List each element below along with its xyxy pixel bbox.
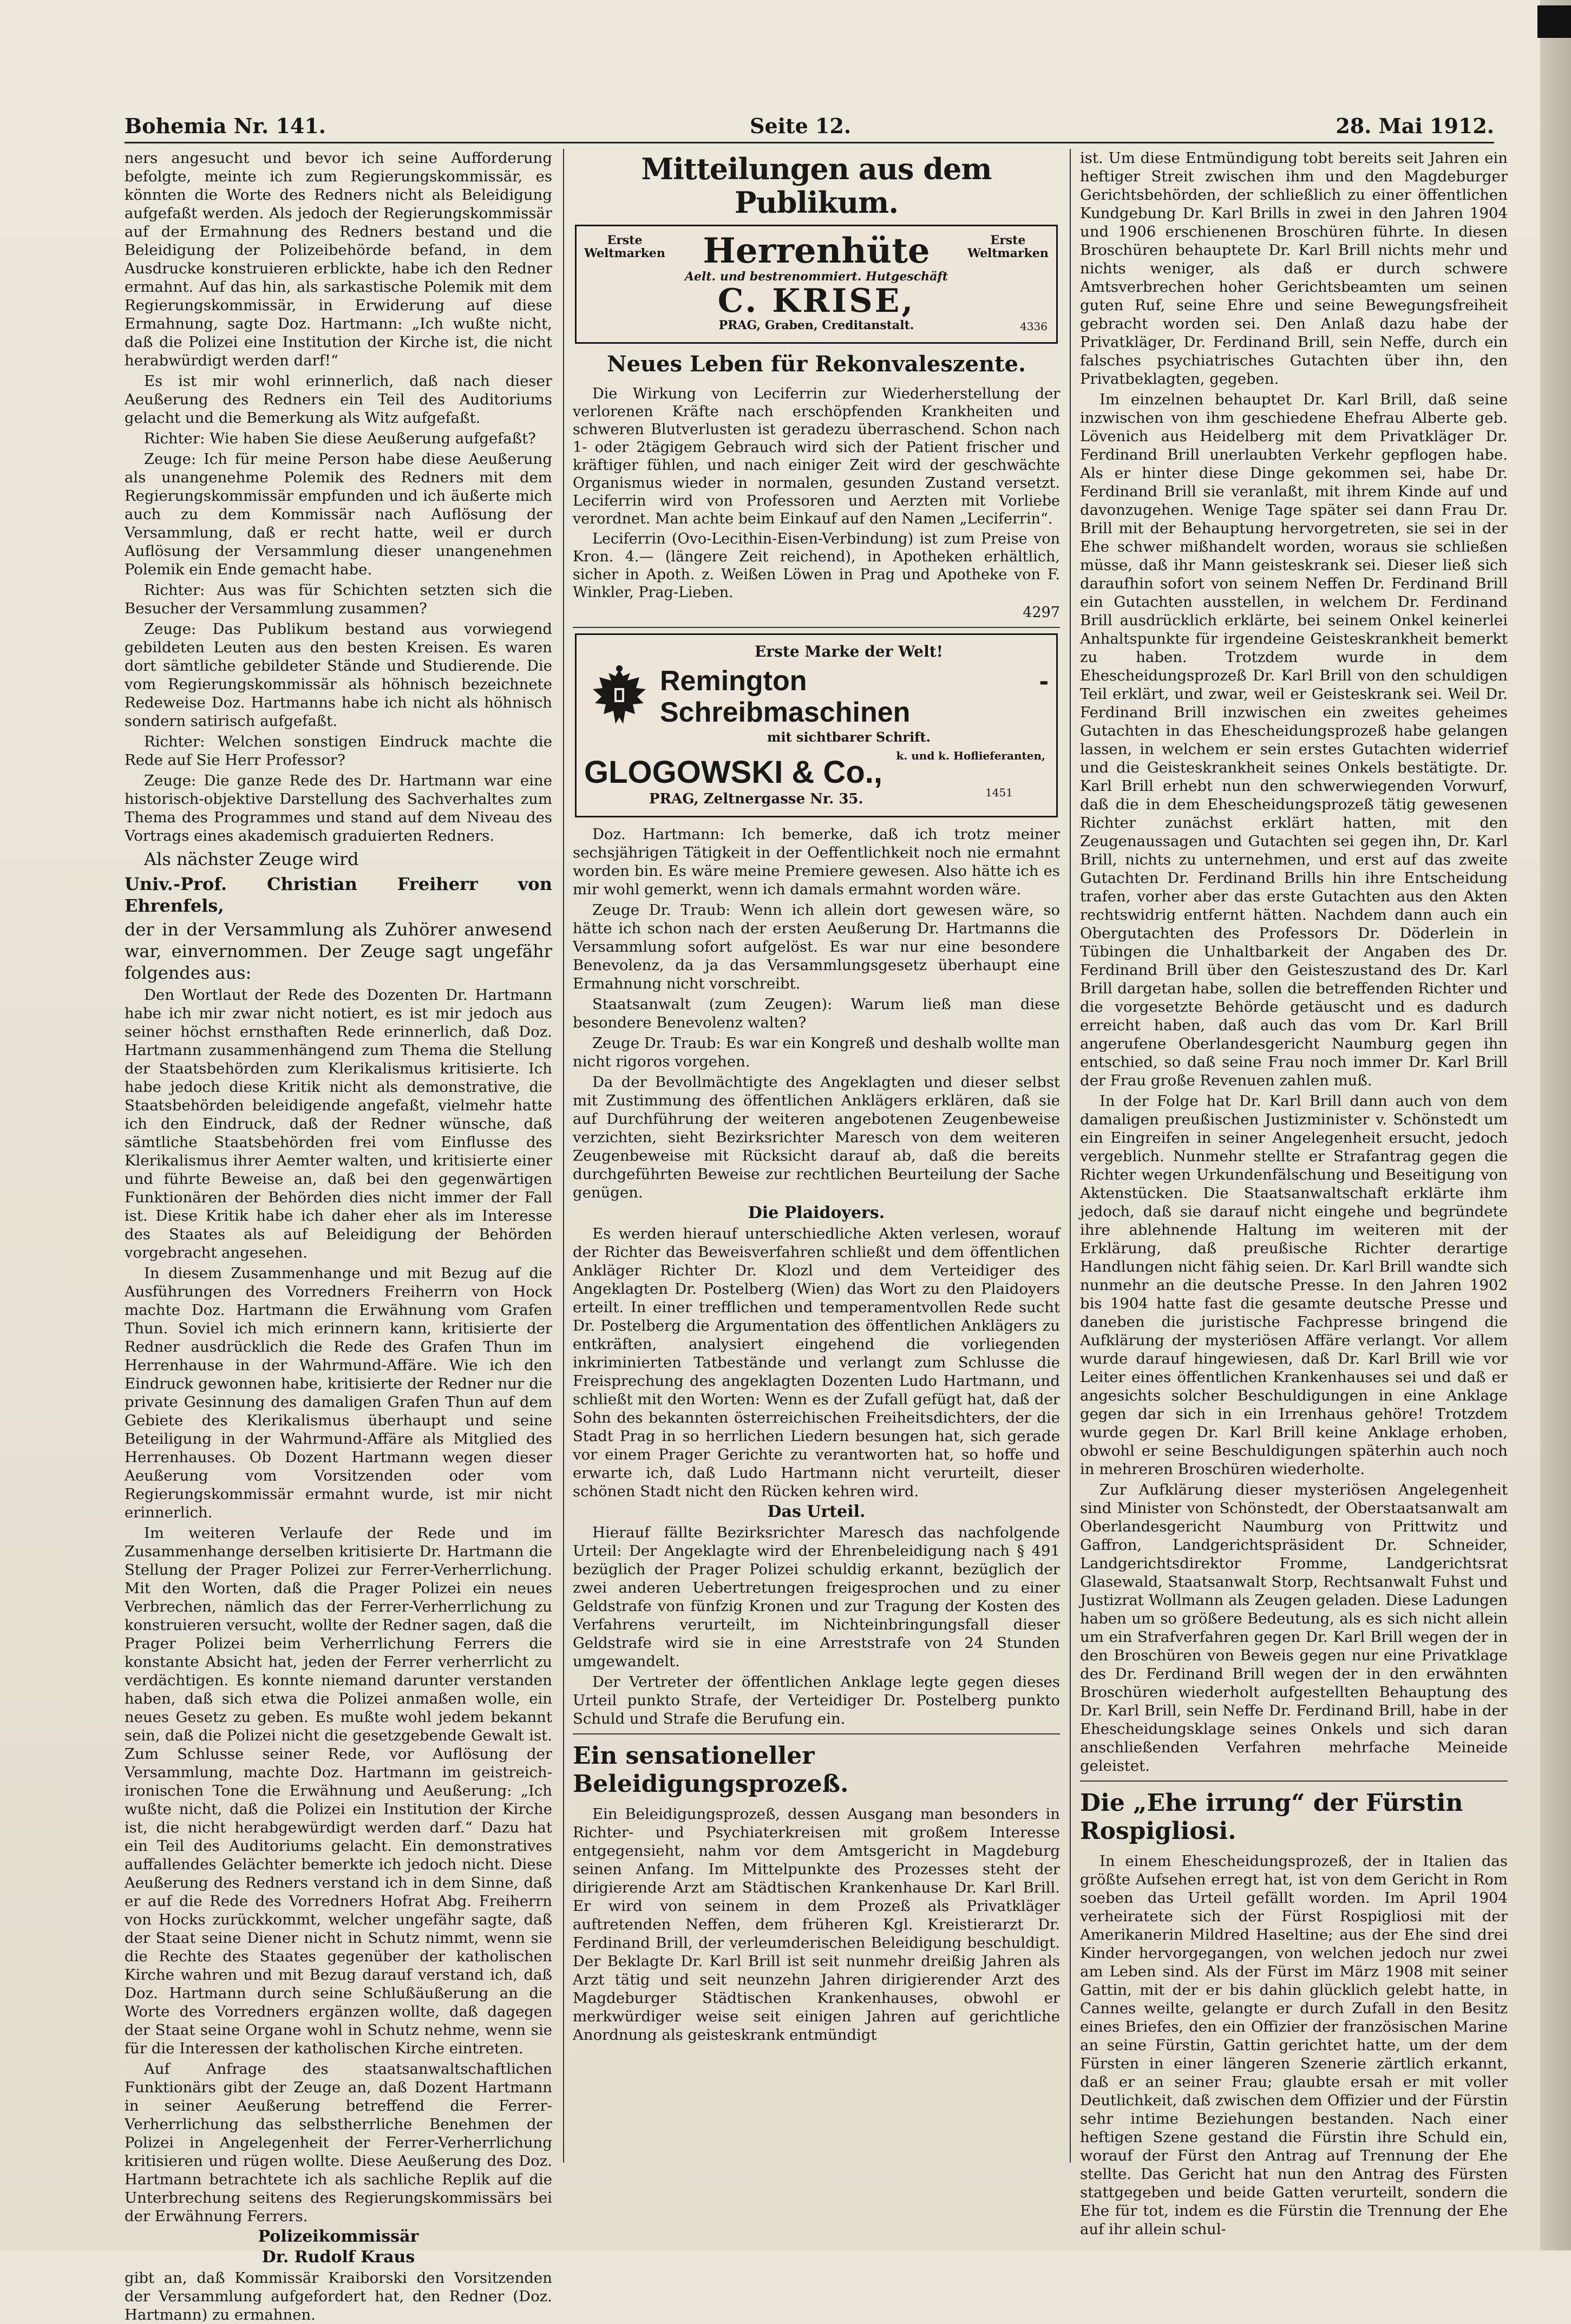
article-title-rospigliosi: Die „Ehe irrung“ der Fürstin Rospigliosi. bbox=[1080, 1789, 1463, 1845]
ad-address: PRAG, Graben, Creditanstalt. bbox=[718, 318, 914, 332]
column-1 bbox=[125, 149, 552, 2323]
ad-corner-right: Erste Weltmarken bbox=[967, 233, 1049, 260]
paragraph: Zeuge Dr. Traub: Wenn ich allein dort gewesen wäre, so hätte ich schon nach der ersten Aeußerung Dr. Hartmanns die Versammlung sofort aufgelöst. Es war nur eine besondere Benevolenz, da ja das Versammlungsgesetz überhaupt eine Ermahnung nicht vorschreibt. bbox=[573, 901, 1060, 992]
paragraph: Ein Beleidigungsprozeß, dessen Ausgang man besonders in Richter- und Psychiaterkreisen mit großem Interesse entgegensieht, nahm vor dem Amtsgericht in Magdeburg seinen Anfang. Im Mittelpunkte des Prozesses steht der dirigierende Arzt am Städtischen Krankenhause Dr. Karl Brill. Er wird von seinem in dem Prozeß als Privatkläger auftretenden Neffen, dem früheren Kgl. Kreistierarzt Dr. Ferdinand Brill, der verleumderischen Beleidigung beschuldigt. Der Beklagte Dr. Karl Brill ist seit nunmehr dreißig Jahren als Arzt tätig und seit neunzehn Jahren dirigierender Arzt des Magdeburger Städtischen Krankenhauses, obwohl er merkwürdiger weise seit einigen Jahren auf gerichtliche Anordnung als geisteskrank entmündigt bbox=[573, 1805, 1060, 2044]
ad-address: PRAG, Zeltnergasse Nr. 35. bbox=[649, 791, 863, 807]
paragraph: Den Wortlaut der Rede des Dozenten Dr. Hartmann habe ich mir zwar nicht notiert, es ist mir jedoch aus seiner höchst ernsthaften Rede erinnerlich, daß Doz. Hartmann zusammenhängend zum Thema die Stellung der Staatsbehörden zum Klerikalismus kritisierte. Ich habe jedoch diese Kritik nicht als demonstrative, die Staatsbehörden beleidigende angefaßt, vielmehr hatte ich den Eindruck, daß der Redner wünsche, daß sämtliche Staatsbehörden frei vom Einflusse des Klerikalismus ihrer Aemter walten, und kritisierte einer und führte Beweise an, daß bei den gegenwärtigen Funktionären der Behörden dies nicht immer der Fall ist. Diese Kritik habe ich daher eher als im Interesse des Staates als auf Beleidigung der Behörden vorgebracht angesehen. bbox=[125, 986, 552, 1261]
paragraph: In diesem Zusammenhange und mit Bezug auf die Ausführungen des Vorredners Freiherrn von Hock machte Doz. Hartmann die Erwähnung vom Grafen Thun. Soviel ich mich erinnern kann, kritisierte der Redner ausdrücklich die Rede des Grafen Thun im Herrenhause in der Wahrmund-Affäre. Wie ich den Eindruck gewonnen habe, kritisierte der Redner nur die private Gesinnung des damaligen Grafen Thun auf dem Gebiete des Klerikalismus überhaupt und seine Beteiligung in der Wahrmund-Affäre als Mitglied des Herrenhauses. Ob Dozent Hartmann wegen dieser Aeußerung vom Vorsitzenden oder vom Regierungskommissär ermahnt wurde, ist mir nicht erinnerlich. bbox=[125, 1265, 552, 1521]
paragraph: Richter: Welchen sonstigen Eindruck machte die Rede auf Sie Herr Professor? bbox=[125, 733, 552, 769]
paragraph: Der Vertreter der öffentlichen Anklage legte gegen dieses Urteil punkto Strafe, der Verteidiger Dr. Postelberg punkto Schuld und Strafe die Berufung ein. bbox=[573, 1673, 1060, 1727]
paragraph: ist. Um diese Entmündigung tobt bereits seit Jahren ein heftiger Streit zwischen ihm und den Magdeburger Gerichtsbehörden, der schließlich zu einer öffentlichen Kundgebung Dr. Karl Brills in zwei in den Jahren 1904 und 1906 erschienenen Broschüren führte. In diesen Broschüren behauptete Dr. Karl Brill nichts mehr und nichts weniger, als daß er durch schwere Amtsverbrechen hoher Gerichtsbeamten um seinen guten Ruf, seine Ehre und seine Bewegungsfreiheit gebracht worden sei. Den Anlaß dazu habe der Privatkläger, Dr. Ferdinand Brill, sein Neffe, durch ein falsches psychiatrisches Gutachten über ihn, den Privatbeklagten, gegeben. bbox=[1080, 149, 1508, 388]
ad-remington bbox=[575, 633, 1058, 817]
ad-heading-leciferrin: Neues Leben für Rekonvaleszente. bbox=[607, 351, 1026, 377]
page-header bbox=[125, 107, 1494, 140]
ad-brand: Remington - Schreibmaschinen bbox=[660, 665, 1049, 728]
section-heading-mitteilungen: Mitteilungen aus dem Publikum. bbox=[641, 152, 992, 220]
subhead-polizeikommissaer: Polizeikommissär bbox=[258, 2227, 419, 2246]
ad-brand: Herrenhüte bbox=[703, 231, 930, 271]
paragraph: Es ist mir wohl erinnerlich, daß nach dieser Aeußerung des Redners ein Teil des Auditoriums gelacht und die Bemerkung als Witz aufgefaßt. bbox=[125, 372, 552, 427]
corner-mark bbox=[1537, 5, 1571, 38]
header-page-number: Seite 12. bbox=[750, 114, 852, 138]
ad-herrenhuete bbox=[575, 225, 1058, 344]
witness-text: der in der Versammlung als Zuhörer anwesend war, einvernommen. Der Zeuge sagt ungefähr folgendes aus: bbox=[125, 919, 552, 983]
page-edge-shadow bbox=[1540, 0, 1571, 2250]
paragraph: Doz. Hartmann: Ich bemerke, daß ich trotz meiner sechsjährigen Tätigkeit in der Oeffentlichkeit noch nie ermahnt worden bin. Es wäre meine Premiere gewesen. Also hätte ich es mir wohl gemerkt, wenn ich damals ermahnt worden wäre. bbox=[573, 826, 1060, 898]
subhead-urteil: Das Urteil. bbox=[767, 1502, 866, 1521]
paragraph: Staatsanwalt (zum Zeugen): Warum ließ man diese besondere Benevolenz walten? bbox=[573, 996, 1060, 1031]
paragraph: Auf Anfrage des staatsanwaltschaftlichen Funktionärs gibt der Zeuge an, daß Dozent Hartmann in seiner Aeußerung betreffend die Ferrer-Verherrlichung das selbstherrliche Benehmen der Polizei in Angelegenheit der Ferrer-Verherrlichung kritisieren und rügen wollte. Diese Aeußerung des Doz. Hartmann betrachtete ich als sachliche Replik auf die Unterbrechung seitens des Regierungskommissärs bei der Erwähnung Ferrers. bbox=[125, 2060, 552, 2225]
paragraph: In einem Ehescheidungsprozeß, der in Italien das größte Aufsehen erregt hat, ist von dem Gericht in Rom soeben das Urteil gefällt worden. Im April 1904 verheiratete sich der Fürst Rospigliosi mit der Amerikanerin Mildred Haseltine; aus der Ehe sind drei Kinder hervorgegangen, von welchen jedoch nur zwei am Leben sind. Als der Fürst im März 1908 mit seiner Gattin, mit der er bis dahin glücklich gelebt hatte, in Cannes weilte, gelangte er durch Zufall in den Besitz eines Briefes, den ein Offizier der französischen Marine an seine Fürstin, Gattin gerichtet hatte, um der dem Fürsten in einer längeren Szenerie zärtlich erkannt, daß er an seiner Frau; glaubte ersah er mit voller Deutlichkeit, daß zwischen dem Offizier und der Fürstin sehr intime Beziehungen bestanden. Nach einer heftigen Szene gestand die Fürstin ihre Schuld ein, worauf der Fürst den Antrag auf Trennung der Ehe stellte. Das Gericht hat nun den Antrag des Fürsten stattgegeben und beide Gatten verurteilt, sondern die Ehe für tot, indem es die Fürstin die Trennung der Ehe auf ihr allein schul- bbox=[1080, 1852, 1508, 2238]
witness-name: Univ.-Prof. Christian Freiherr von Ehrenfels, bbox=[125, 874, 552, 916]
ad-top-line: Erste Marke der Welt! bbox=[755, 643, 943, 660]
paragraph: Richter: Wie haben Sie diese Aeußerung aufgefaßt? bbox=[144, 430, 536, 447]
header-rule bbox=[125, 142, 1494, 143]
paragraph: Zeuge: Die ganze Rede des Dr. Hartmann war eine historisch-objektive Darstellung des Sachverhaltes zum Thema des Programmes und stand auf dem Niveau des Vortrags eines akademisch graduierten Redners. bbox=[125, 772, 552, 845]
paragraph: Richter: Aus was für Schichten setzten sich die Besucher der Versammlung zusammen? bbox=[125, 581, 552, 617]
divider bbox=[573, 1733, 1060, 1734]
divider bbox=[1080, 1780, 1508, 1782]
paragraph: Zur Aufklärung dieser mysteriösen Angelegenheit sind Minister von Schönstedt, der Oberstaatsanwalt am Oberlandesgericht Naumburg von Prittwitz und Gaffron, Landgerichtspräsident Dr. Schneider, Landgerichtsdirektor Fromme, Landgerichtsrat Glasewald, Staatsanwalt Storp, Rechtsanwalt Fuhst und Justizrat Wollmann als Zeugen geladen. Diese Ladungen haben um so größere Bedeutung, als es sich nicht allein um ein Strafverfahren gegen Dr. Karl Brill wegen der in den Broschüren von Beweis gegen nur eine Privatklage des Dr. Ferdinand Brill wegen der in den erwähnten Broschüren wiederholt aufgestellten Behauptung des Dr. Karl Brill, sein Neffe Dr. Ferdinand Brill, habe in der Ehescheidungsklage seines Onkels und sich daran anschließenden Verfahren mehrfache Meineide geleistet. bbox=[1080, 1481, 1508, 1775]
column-3 bbox=[1080, 149, 1508, 2238]
paragraph: Leciferrin (Ovo-Lecithin-Eisen-Verbindung) ist zum Preise von Kron. 4.— (längere Zeit reichend), in Apotheken erhältlich, sicher in Apoth. z. Weißen Löwen in Prag und Apotheke von F. Winkler, Prag-Lieben. bbox=[573, 531, 1060, 601]
paragraph: In der Folge hat Dr. Karl Brill dann auch von dem damaligen preußischen Justizminister v. Schönstedt um ein Eingreifen in seiner Angelegenheit ersucht, jedoch vergeblich. Nunmehr stellte er Strafantrag gegen die Richter wegen Urkundenfälschung und Beseitigung von Aktenstücken. Die Staatsanwaltschaft erklärte ihm jedoch, daß sie darauf nicht eingehe und begründete ihre ablehnende Haltung im weiteren mit der Erklärung, daß preußische Richter derartige Handlungen nicht fähig seien. Dr. Karl Brill wandte sich nunmehr an die deutsche Presse. In den Jahren 1902 bis 1904 hatte fast die gesamte deutsche Presse und daneben die juristische Fachpresse bringend die Aufklärung der mysteriösen Affäre verlangt. Vor allem wurde darauf hingewiesen, daß Dr. Karl Brill wie vor Leiter eines öffentlichen Krankenhauses sei und daß er angesichts solcher Beschuldigungen in eine Anklage gegen dar sich in ein Irrenhaus gehöre! Trotzdem wurde gegen Dr. Karl Brill keine Anklage erhoben, obwohl er seine Beschuldigungen späterhin auch noch in mehreren Broschüren wiederholte. bbox=[1080, 1092, 1508, 1478]
paragraph: Zeuge Dr. Traub: Es war ein Kongreß und deshalb wollte man nicht rigoros vorgehen. bbox=[573, 1035, 1060, 1070]
ad-firm: GLOGOWSKI & Co., bbox=[584, 755, 882, 790]
column-divider-1 bbox=[563, 149, 564, 2163]
ad-corner-left: Erste Weltmarken bbox=[584, 233, 665, 260]
ad-subline: mit sichtbarer Schrift. bbox=[767, 729, 931, 745]
subhead-dr-kraus: Dr. Rudolf Kraus bbox=[261, 2248, 415, 2267]
paragraph: Es werden hierauf unterschiedliche Akten verlesen, worauf der Richter das Beweisverfahren schließt und dem öffentlichen Ankläger Richter Dr. Klozl und dem Verteidiger des Angeklagten Dr. Postelberg (Wien) das Wort zu den Plaidoyers erteilt. In einer trefflichen und temperamentvollen Rede sucht Dr. Postelberg die Argumentation des öffentlichen Anklägers zu entkräften, analysiert eingehend die vorliegenden inkriminierten Tatbestände und verlangt zum Schlusse die Freisprechung des angeklagten Dozenten Ludo Hartmann, und schließt mit den Worten: Wenn es der Zufall gefügt hat, daß der Sohn des bekannten österreichischen Freiheitsdichters, der die Stadt Prag in so herrlichen Liedern besungen hat, sich gerade vor einem Prager Gerichte zu verantworten hat, so hoffe und erwarte ich, daß Ludo Hartmann nicht verurteilt, dieser schönen Stadt nicht den Rücken kehren wird. bbox=[573, 1225, 1060, 1500]
ad-subline: Aelt. und bestrenommiert. Hutgeschäft bbox=[684, 270, 948, 284]
paragraph: Im weiteren Verlaufe der Rede und im Zusammenhange derselben kritisierte Dr. Hartmann die Stellung der Prager Polizei zur Ferrer-Verherrlichung. Mit den Worten, daß die Prager Polizei ein neues Verbrechen, nämlich das der Ferrer-Verherrlichung zu konstruieren versucht, wollte der Redner sagen, daß die Prager Polizei beim Verherrlichung Ferrers die konstante Absicht hat, jeden der Ferrer verherrlicht zu verdächtigen. Es konnte niemand darunter verstanden haben, daß sich etwa die Polizei anmaßen wolle, ein neues Gesetz zu geben. Es mußte wohl jedem bekannt sein, daß die Polizei nicht die gesetzgebende Gewalt ist. Zum Schlusse seiner Rede, vor Auflösung der Versammlung, machte Doz. Hartmann im geistreich-ironischen Tone die Erwähnung und Aeußerung: „Ich wußte nicht, daß die Polizei ein Institution der Kirche ist, die nicht herabgewürdigt werden darf.“ Dazu hat ein Teil des Auditoriums gelacht. Ein demonstratives auffallendes Gelächter bemerkte ich jedoch nicht. Diese Aeußerung des Redners verstand ich in dem Sinne, daß er auf die Rede des Vorredners Hofrat Abg. Freiherrn von Hocks zurückkommt, welcher ungefähr sagte, daß der Staat seine Diener nicht in Schutz nimmt, wenn sie die Rechte des Staates gegenüber der katholischen Kirche wahren und mit Bezug darauf verstand ich, daß Doz. Hartmann durch seine Schlußäußerung an die Worte des Vorredners ergänzen wollte, daß dagegen der Staat seine Organe wohl in Schutz nehme, wenn sie für die Interessen der katholischen Kirche eintreten. bbox=[125, 1524, 552, 2057]
header-issue: Bohemia Nr. 141. bbox=[125, 114, 326, 138]
paragraph: Zeuge: Das Publikum bestand aus vorwiegend gebildeten Leuten aus den besten Kreisen. Es waren dort sämtliche gebildeter Stände und Studierende. Die vom Regierungskommissär als höhnisch bezeichnete Redeweise Doz. Hartmanns habe ich nicht als höhnisch sondern satirisch aufgefaßt. bbox=[125, 620, 552, 730]
paragraph: gibt an, daß Kommissär Kraiborski den Vorsitzenden der Versammlung aufgefordert hat, den Redner (Doz. Hartmann) zu ermahnen. bbox=[125, 2269, 552, 2323]
ad-hof: k. und k. Hoflieferanten, bbox=[896, 749, 1045, 762]
paragraph: Die Wirkung von Leciferrin zur Wiederherstellung der verlorenen Kräfte nach erschöpfenden Krankheiten und schweren Blutverlusten ist geradezu überraschend. Schon nach 1- oder 2tägigem Gebrauch wird sich der Patient frischer und kräftiger fühlen, und nach einiger Zeit wird der geschwächte Organismus wieder in normalen, gesunden Zustand versetzt. Leciferrin wird von Professoren und Aerzten mit Vorliebe verordnet. Man achte beim Einkauf auf den Namen „Leciferrin“. bbox=[573, 385, 1060, 527]
ad-firm: C. KRISE, bbox=[717, 282, 915, 320]
double-eagle-icon bbox=[590, 664, 649, 735]
header-date: 28. Mai 1912. bbox=[1336, 114, 1494, 138]
column-2 bbox=[573, 149, 1060, 2076]
paragraph: Da der Bevollmächtigte des Angeklagten und dieser selbst mit Zustimmung des öffentlichen Anklägers erklären, daß sie auf Durchführung der weiteren angebotenen Zeugenbeweise verzichten, sieht Bezirksrichter Maresch von dem weiteren Zeugenbeweise mit Rücksicht darauf ab, daß die bereits durchgeführten Beweise zur rechtlichen Beurteilung der Sache genügen. bbox=[573, 1073, 1060, 1201]
ad-code: 4297 bbox=[1023, 604, 1060, 621]
paragraph: ners angesucht und bevor ich seine Aufforderung befolgte, meinte ich zum Regierungskommissär, es könnten die Worte des Redners nicht als Beleidigung aufgefaßt werden. Als jedoch der Regierungskommissär auf der Ermahnung des Redners bestand und die Beleidigung der Polizeibehörde befand, in dem Ausdrucke konstruieren erblickte, habe ich den Redner ermahnt. Auf das hin, als sarkastische Polemik mit dem Regierungskommissär, in Erwiderung auf diese Ermahnung, sagte Doz. Hartmann: „Ich wußte nicht, daß die Polizei eine Institution der Kirche ist, die nicht herabwürdigt werden darf!“ bbox=[125, 149, 552, 369]
ad-leciferrin-text bbox=[573, 385, 1060, 621]
divider bbox=[573, 627, 1060, 628]
witness-intro: Als nächster Zeuge wird bbox=[144, 849, 359, 869]
paragraph: Hierauf fällte Bezirksrichter Maresch das nachfolgende Urteil: Der Angeklagte wird der Ehrenbeleidigung nach § 491 bezüglich der Prager Polizei schuldig erkannt, bezüglich der zwei anderen Uebertretungen freigesprochen und zu einer Geldstrafe von fünfzig Kronen und zur Tragung der Kosten des Verfahrens verurteilt, im Nichteinbringungsfall dieser Geldstrafe wird sie in eine Arreststrafe von 24 Stunden umgewandelt. bbox=[573, 1524, 1060, 1670]
paragraph: Zeuge: Ich für meine Person habe diese Aeußerung als unangenehme Polemik des Redners mit dem Regierungskommissär empfunden und ich äußerte mich auch zu dem Kommissär nach Auflösung der Versammlung, daß er recht hatte, weil er durch Auflösung der Versammlung dieser unangenehmen Polemik ein Ende gemacht habe. bbox=[125, 450, 552, 578]
paragraph: Im einzelnen behauptet Dr. Karl Brill, daß seine inzwischen von ihm geschiedene Ehefrau Alberte geb. Lövenich aus Heidelberg mit dem Privatkläger Dr. Ferdinand Brill unerlaubten Verkehr gepflogen habe. Als er hinter diese Dinge gekommen sei, habe Dr. Ferdinand Brill sie veranlaßt, mit ihrem Kinde auf und davonzugehen. Wenige Tage später sei dann Frau Dr. Brill mit der Behauptung hervorgetreten, sie sei in der Ehe schwer mißhandelt worden, woraus sie schließen müsse, daß ihr Mann geisteskrank sei. Dieser ließ sich daraufhin sofort von seinem Neffen Dr. Ferdinand Brill ein Gutachten ausstellen, in welchem Dr. Ferdinand Brill ausdrücklich erklärte, bei seinem Onkel keinerlei Anhaltspunkte für irgendeine Geisteskrankheit bemerkt zu haben. Trotzdem wurde in dem Ehescheidungsprozeß Dr. Karl Brill von den schuldigen Teil erklärt, und zwar, weil er Geisteskrank sei. Weil Dr. Ferdinand Brill inzwischen ein zweites geheimes Gutachten in das Ehescheidungsprozeß habe gelangen lassen, in welchem er sein erstes Gutachten widerrief und die Geisteskrankheit seines Onkels bestätigte. Dr. Karl Brill erhebt nun den schwerwiegenden Vorwurf, daß die in dem Ehescheidungsprozeß tätig gewesenen Richter zunächst erklärt hatten, mit den Zeugenaussagen und Gutachten sei gegen ihn, Dr. Karl Brill, nichts zu unternehmen, und erst auf das zweite Gutachten Dr. Ferdinand Brills hin ihre Entscheidung trafen, vorher aber das erste Gutachten aus den Akten rechtswidrig entfernt hätten. Nachdem dann auch ein Obergutachten des Professors Dr. Döderlein in Tübingen die Unhaltbarkeit der Angaben des Dr. Ferdinand Brill über den Geisteszustand des Dr. Karl Brill dargetan habe, sollen die betreffenden Richter und die vorgesetzte Behörde getäuscht und es dadurch erreicht haben, daß auch das vom Dr. Karl Brill angerufene Oberlandesgericht Naumburg gegen ihn entschied, so daß seine Frau noch immer Dr. Karl Brill der Frau große Revenuen zahlen muß. bbox=[1080, 391, 1508, 1089]
ad-code: 1451 bbox=[985, 786, 1013, 799]
column-divider-2 bbox=[1070, 149, 1071, 2163]
article-title-beleidigungsprozess: Ein sensationeller Beleidigungsprozeß. bbox=[573, 1742, 849, 1798]
subhead-plaidoyers: Die Plaidoyers. bbox=[748, 1203, 885, 1222]
ad-code: 4336 bbox=[1020, 320, 1048, 333]
